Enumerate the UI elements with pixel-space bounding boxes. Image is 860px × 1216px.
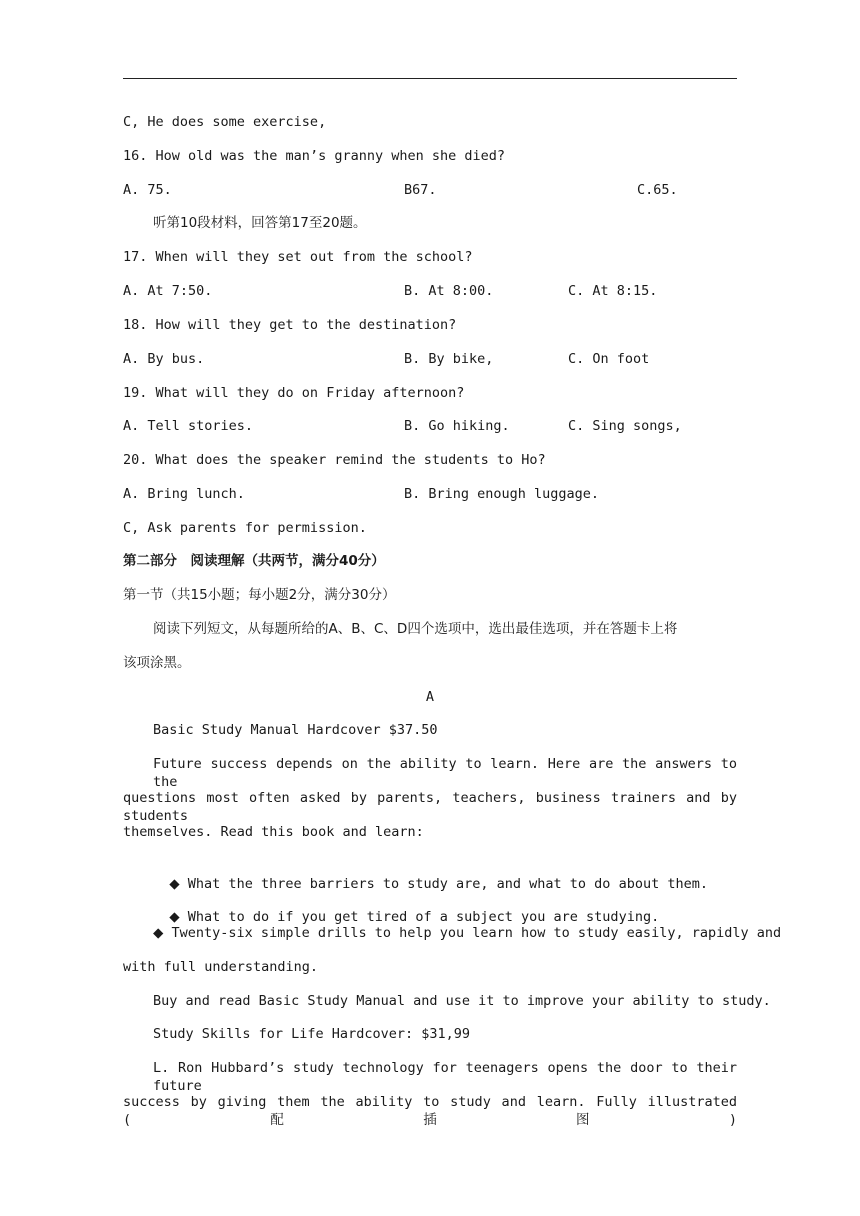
option-b: B. Go hiking. bbox=[404, 418, 510, 434]
option-a: A. 75. bbox=[123, 182, 172, 198]
bullet-text: Twenty-six simple drills to help you learn how to study easily, rapidly and bbox=[171, 925, 782, 941]
diamond-bullet-icon: ◆ bbox=[169, 876, 180, 892]
diamond-bullet-icon: ◆ bbox=[169, 909, 180, 925]
paragraph-line: with full understanding. bbox=[123, 959, 319, 975]
paragraph-line: Future success depends on the ability to learn. Here are the answers to the bbox=[153, 756, 737, 790]
part-heading: 第二部分 阅读理解（共两节，满分40分） bbox=[123, 553, 385, 569]
option-line: C, He does some exercise, bbox=[123, 114, 327, 130]
option-b: B67. bbox=[404, 182, 437, 198]
option-c: C. At 8:15. bbox=[568, 283, 658, 299]
instructions-line-2: 该项涂黑。 bbox=[123, 655, 191, 671]
option-b: B. Bring enough luggage. bbox=[404, 486, 600, 502]
diamond-bullet-icon: ◆ bbox=[153, 925, 164, 941]
bullet-text: What to do if you get tired of a subject you are studying. bbox=[187, 909, 660, 925]
question-17: 17. When will they set out from the school? bbox=[123, 249, 473, 265]
option-a: A. Tell stories. bbox=[123, 418, 254, 434]
book-title-1: Basic Study Manual Hardcover $37.50 bbox=[153, 722, 438, 738]
paragraph-line: L. Ron Hubbard’s study technology for teenagers opens the door to their future bbox=[153, 1060, 737, 1094]
option-a: A. Bring lunch. bbox=[123, 486, 245, 502]
bullet-item bbox=[153, 857, 708, 893]
paragraph-line: Buy and read Basic Study Manual and use it to improve your ability to study. bbox=[153, 993, 771, 1009]
option-c: C. On foot bbox=[568, 351, 650, 367]
paragraph-line: themselves. Read this book and learn: bbox=[123, 824, 424, 840]
question-16: 16. How old was the man’s granny when she died? bbox=[123, 148, 506, 164]
passage-label: A bbox=[425, 689, 435, 705]
section-intro-10: 听第10段材料，回答第17至20题。 bbox=[153, 215, 367, 231]
option-c: C. Sing songs, bbox=[568, 418, 682, 434]
section-heading: 第一节（共15小题；每小题2分，满分30分） bbox=[123, 587, 396, 603]
question-20: 20. What does the speaker remind the students to Ho? bbox=[123, 452, 546, 468]
instructions-line-1: 阅读下列短文，从每题所给的A、B、C、D四个选项中，选出最佳选项，并在答题卡上将 bbox=[153, 621, 678, 637]
bullet-item bbox=[153, 890, 659, 926]
option-b: B. At 8:00. bbox=[404, 283, 494, 299]
question-19: 19. What will they do on Friday afternoon? bbox=[123, 385, 465, 401]
question-18: 18. How will they get to the destination? bbox=[123, 317, 457, 333]
option-c-line: C, Ask parents for permission. bbox=[123, 520, 367, 536]
option-c: C.65. bbox=[637, 182, 678, 198]
paragraph-line: questions most often asked by parents, teachers, business trainers and by students bbox=[123, 790, 737, 824]
option-b: B. By bike, bbox=[404, 351, 494, 367]
option-a: A. At 7:50. bbox=[123, 283, 213, 299]
bullet-item bbox=[153, 924, 782, 942]
paragraph-line: success by giving them the ability to study and learn. Fully illustrated (配插图) bbox=[123, 1094, 737, 1128]
bullet-text: What the three barriers to study are, and what to do about them. bbox=[187, 876, 708, 892]
option-a: A. By bus. bbox=[123, 351, 205, 367]
header-rule bbox=[123, 78, 737, 79]
book-title-2: Study Skills for Life Hardcover: $31,99 bbox=[153, 1026, 470, 1042]
